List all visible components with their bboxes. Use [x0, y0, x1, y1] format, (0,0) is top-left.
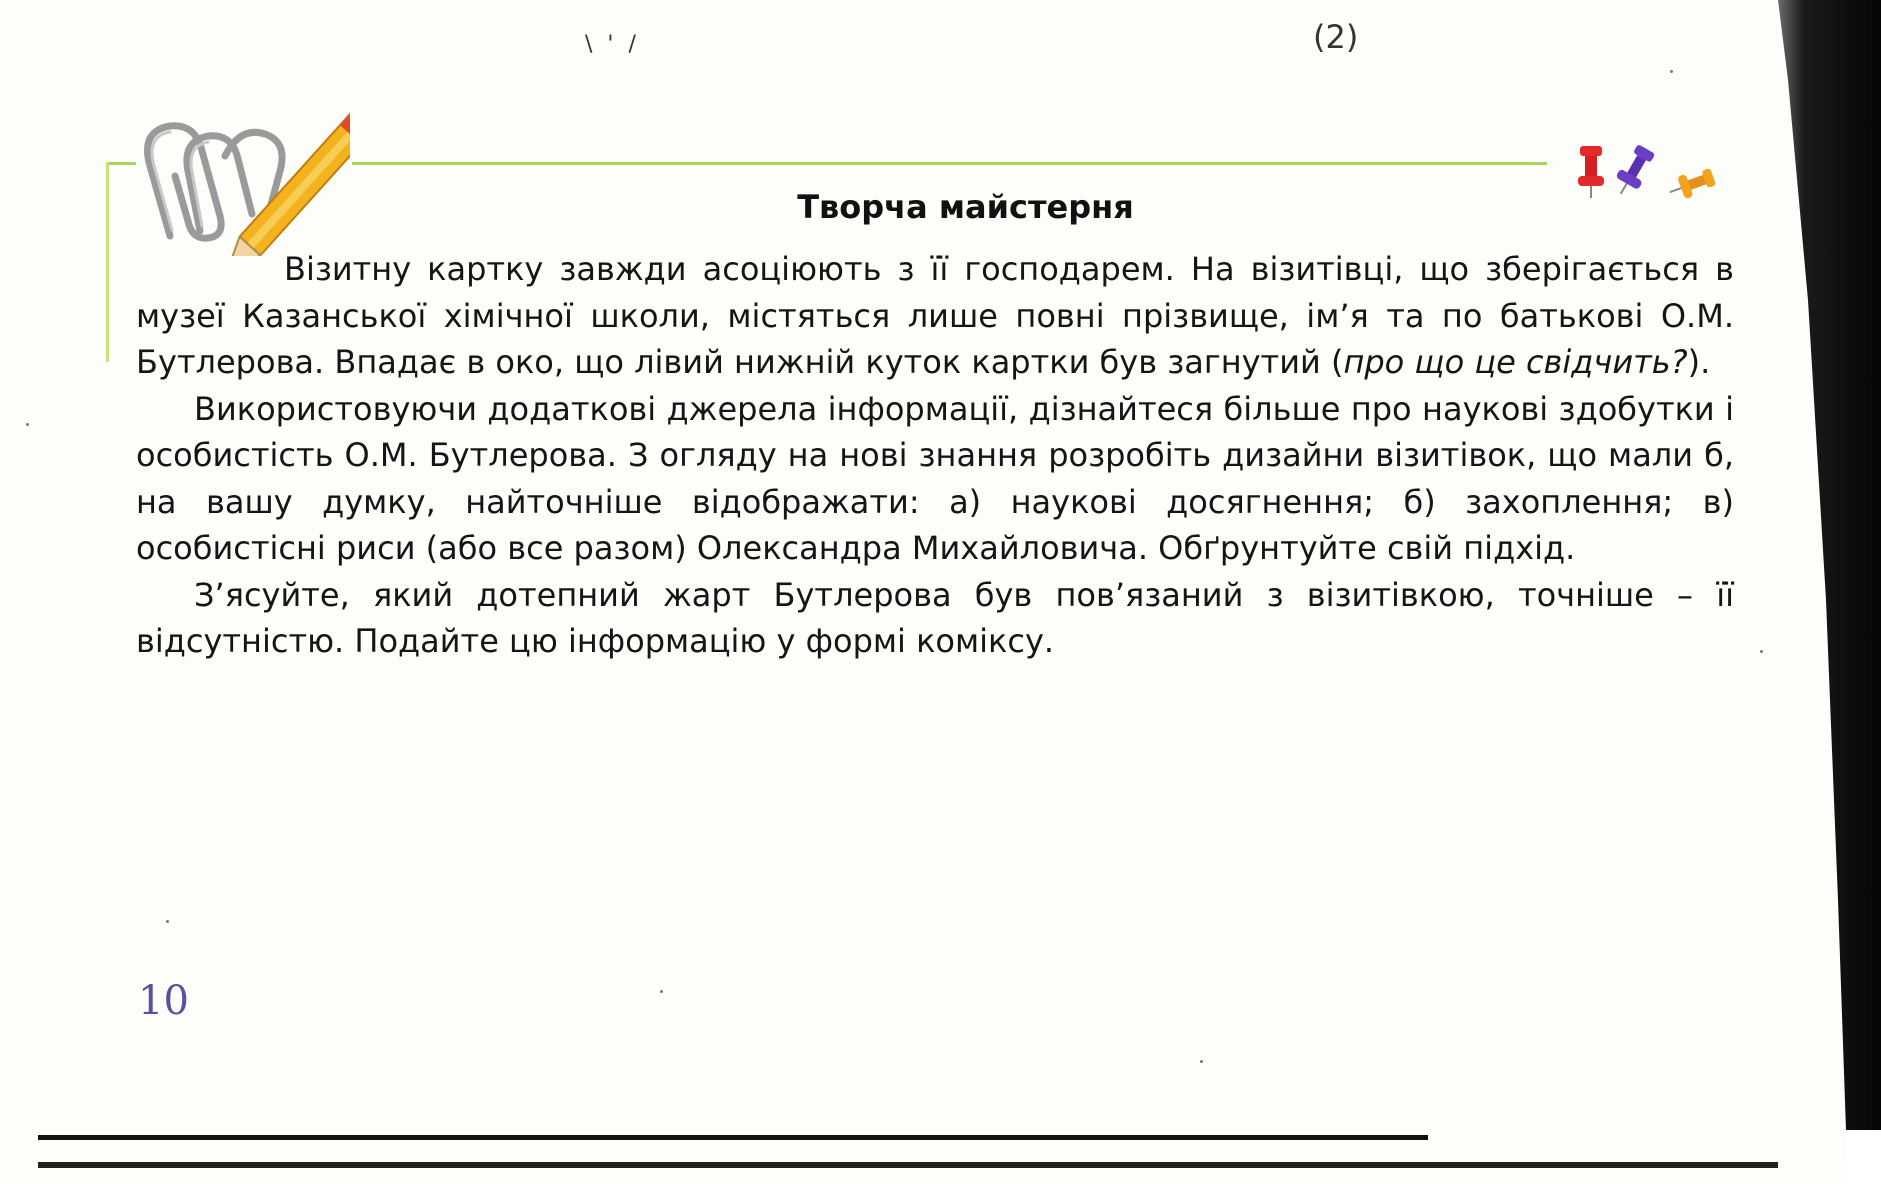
- paragraph-1-text: Візитну картку завжди асоціюють з її господарем. На візитівці, що зберігається в музеї Казанської хімічної школи, містяться лише повні прізвище, ім’я та по батькові О.М. Бутлерова. Впадає в око, що лівий нижній куток картки був загнутий (: [136, 250, 1734, 381]
- scan-speckle: [1760, 650, 1763, 653]
- section-divider-line: [352, 162, 1547, 165]
- paragraph-1-question: про що це свідчить?: [1343, 343, 1688, 381]
- task-text: [136, 246, 1734, 665]
- scan-edge-line-upper: [38, 1135, 1428, 1140]
- page-number: 10: [138, 978, 189, 1024]
- scan-speckle: [166, 920, 169, 923]
- scan-speckle: [26, 423, 29, 426]
- paragraph-2: Використовуючи додаткові джерела інформації, дізнайтеся більше про наукові здобутки і особистість О.М. Бутлерова. З огляду на нові знання розробіть дизайни візитівок, що мали б, на вашу думку, найточніше відображати: а) наукові досягнення; б) захоплення; в) особистісні риси (або все разом) Олександра Михайловича. Обґрунтуйте свій підхід.: [136, 389, 1734, 567]
- scan-speckle: [1670, 70, 1673, 73]
- paragraph-1-end: ).: [1687, 343, 1711, 381]
- paragraph-3: З’ясуйте, який дотепний жарт Бутлерова був пов’язаний з візитівкою, точніше – її відсутністю. Подайте цю інформацію у формі коміксу.: [136, 575, 1734, 660]
- paperclip-pencil-icon: [130, 96, 350, 256]
- scan-edge-line-lower: [38, 1162, 1778, 1168]
- scan-speckle: [660, 990, 663, 993]
- top-page-marker: (2): [1313, 18, 1359, 56]
- section-title: Творча майстерня: [797, 188, 1134, 226]
- paragraph-1: [136, 246, 1734, 386]
- scan-binding-edge: [1778, 0, 1881, 1184]
- top-marks: \ ' /: [585, 32, 640, 57]
- scan-speckle: [1200, 1060, 1203, 1063]
